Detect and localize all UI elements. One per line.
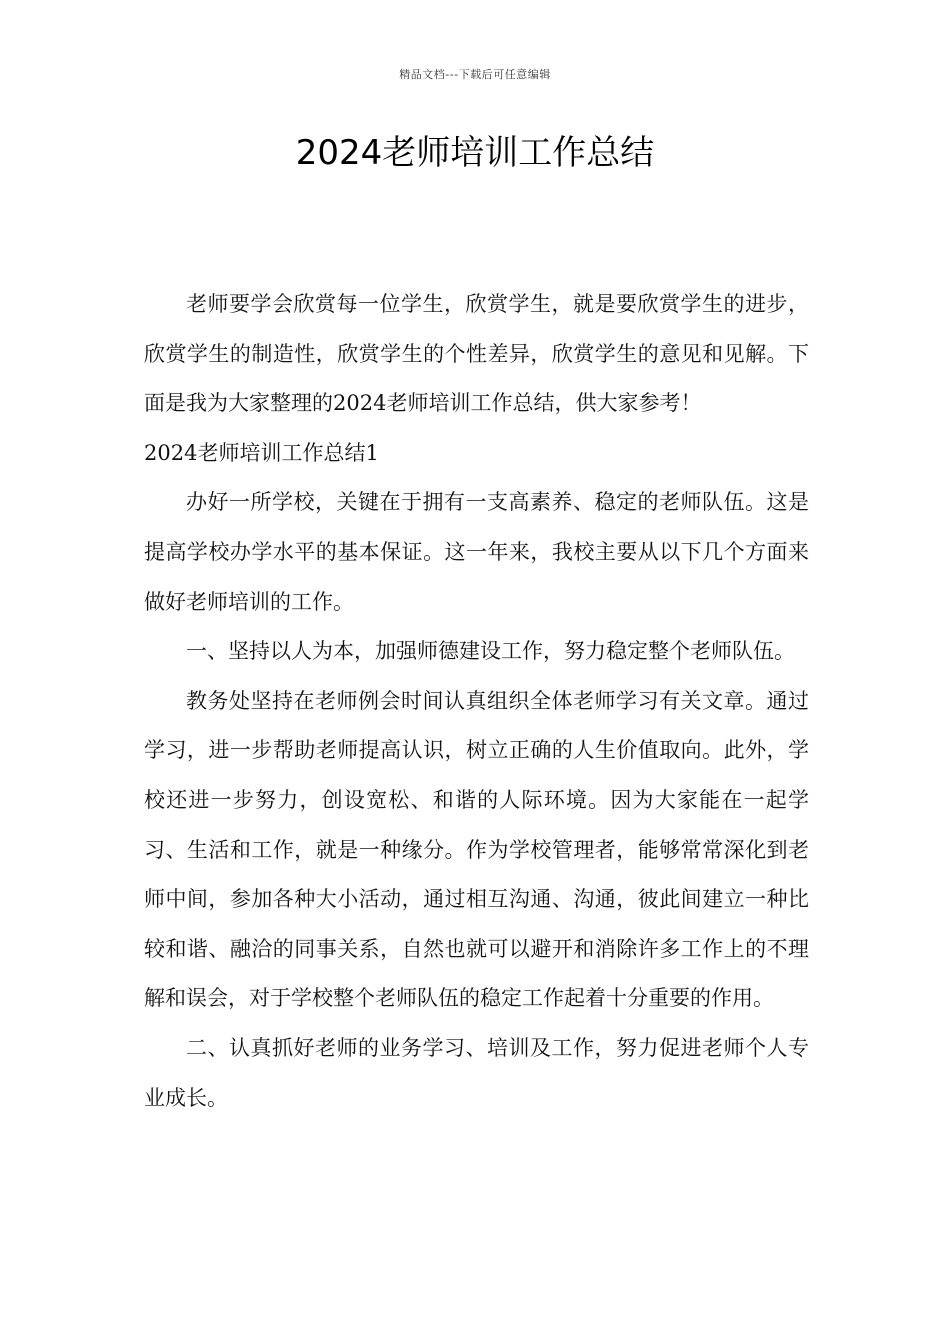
document-title: 2024老师培训工作总结 (295, 133, 655, 173)
header-note: 精品文档---下载后可任意编辑 (399, 68, 551, 81)
paragraph: 办好一所学校，关键在于拥有一支高素养、稳定的老师队伍。这是提高学校办学水平的基本保证。这一年来，我校主要从以下几个方面来做好老师培训的工作。 (144, 490, 809, 614)
section-heading: 2024老师培训工作总结1 (144, 440, 379, 465)
document-body (144, 280, 809, 1123)
paragraph: 教务处坚持在老师例会时间认真组织全体老师学习有关文章。通过学习，进一步帮助老师提高认识，树立正确的人生价值取向。此外，学校还进一步努力，创设宽松、和谐的人际环境。因为大家能在一起学习、生活和工作，就是一种缘分。作为学校管理者，能够常常深化到老师中间，参加各种大小活动，通过相互沟通、沟通，彼此间建立一种比较和谐、融洽的同事关系，自然也就可以避开和消除许多工作上的不理解和误会，对于学校整个老师队伍的稳定工作起着十分重要的作用。 (144, 688, 809, 1011)
paragraph: 一、坚持以人为本，加强师德建设工作，努力稳定整个老师队伍。 (186, 639, 795, 664)
paragraph-intro: 老师要学会欣赏每一位学生，欣赏学生，就是要欣赏学生的进步，欣赏学生的制造性，欣赏学生的个性差异，欣赏学生的意见和见解。下面是我为大家整理的2024老师培训工作总结，供大家参考！ (144, 292, 809, 416)
paragraph: 二、认真抓好老师的业务学习、培训及工作，努力促进老师个人专业成长。 (144, 1035, 809, 1110)
